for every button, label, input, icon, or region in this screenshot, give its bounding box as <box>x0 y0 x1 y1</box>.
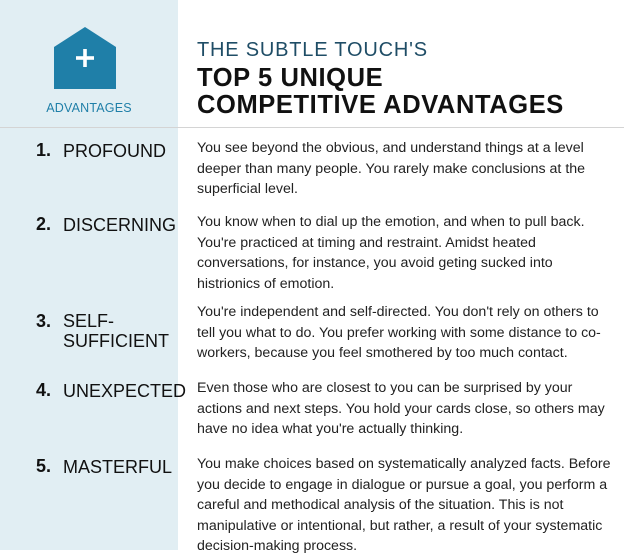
header <box>197 39 564 119</box>
advantage-label: PROFOUND <box>63 141 166 161</box>
advantage-number: 5. <box>36 456 52 476</box>
badge-label: ADVANTAGES <box>46 101 132 115</box>
advantage-description: You see beyond the obvious, and understand things at a level deeper than many people. You rarely make conclusions at the superficial level. <box>197 140 586 197</box>
page-title-line-1: TOP 5 UNIQUE <box>197 64 384 92</box>
advantage-number: 3. <box>36 311 52 331</box>
plus-house-icon <box>54 27 116 89</box>
advantage-description: You're independent and self-directed. You don't rely on others to tell you what to do. You prefer working with some distance to co-workers, because you feel smothered by too much contact. <box>197 304 601 361</box>
advantage-label: MASTERFUL <box>63 457 173 477</box>
advantage-number: 1. <box>36 140 52 160</box>
advantage-number: 2. <box>36 214 52 234</box>
advantage-description: You make choices based on systematically analyzed facts. Before you decide to engage in dialogue or pursue a goal, you perform a careful and methodical analysis of the situation. This is not manipulative or intentional, but rather, a result of your systematic decision-making process. <box>197 456 611 554</box>
header-divider <box>0 127 624 128</box>
advantage-label: UNEXPECTED <box>63 381 187 401</box>
page-title-line-2: COMPETITIVE ADVANTAGES <box>197 91 564 119</box>
advantage-description: Even those who are closest to you can be surprised by your actions and next steps. You hold your cards close, so others may have no idea what you're actually thinking. <box>197 380 605 437</box>
advantage-description: You know when to dial up the emotion, and when to pull back. You're practiced at timing and restraint. Amidst heated conversations, for instance, you avoid geting sucked into histrionics of emotion. <box>197 214 585 292</box>
advantage-label: SELF-SUFFICIENT <box>63 311 169 351</box>
page-subtitle: THE SUBTLE TOUCH'S <box>197 39 428 61</box>
advantage-label: DISCERNING <box>63 215 177 235</box>
advantage-number: 4. <box>36 380 52 400</box>
badge <box>54 27 116 89</box>
